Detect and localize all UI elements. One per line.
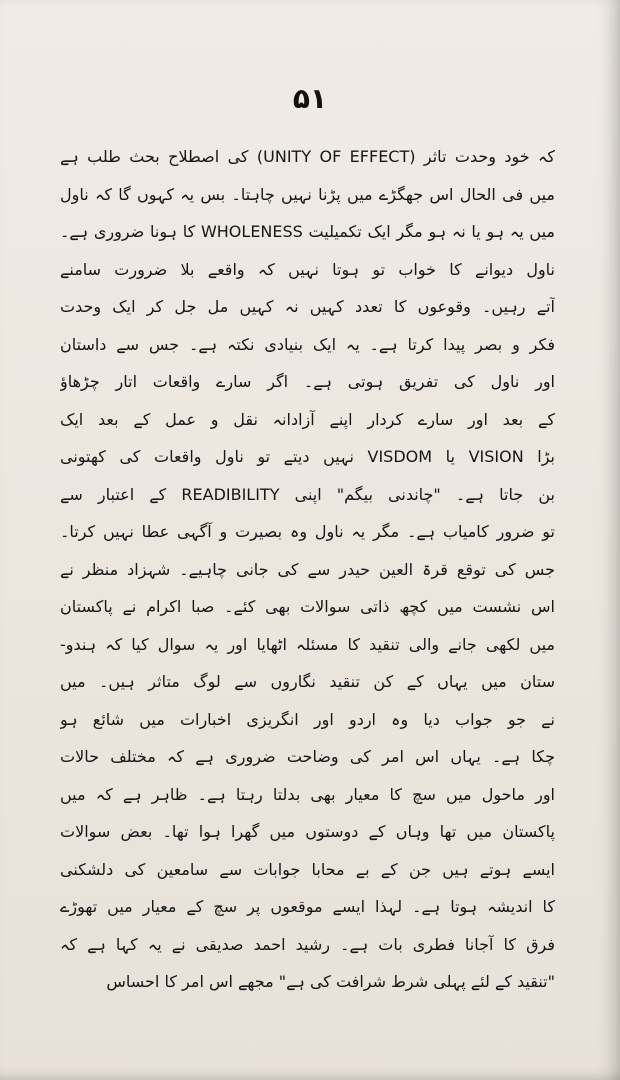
- text-line: اور ماحول میں سچ کا معیار بھی بدلتا رہتا ہے۔ ظاہر ہے کہ میں: [60, 784, 555, 804]
- text-line: فکر و بصر پیدا کرتا ہے۔ یہ ایک بنیادی نکتہ ہے۔ جس سے داستان: [60, 334, 555, 354]
- text-line: اور ناول کی تفریق ہوتی ہے۔ اگر سارے واقعات اتار چڑھاؤ: [60, 372, 555, 391]
- text-line: ناول دیوانے کا خواب تو ہوتا نہیں کہ واقعے بلا ضرورت سامنے: [60, 259, 555, 279]
- text-line: کے بعد اور سارے کردار اپنے آزادانہ نقل و عمل کے بعد ایک: [60, 409, 555, 429]
- text-line: اس نشست میں کچھ ذاتی سوالات بھی کئے۔ صبا اکرام نے پاکستان: [60, 597, 555, 616]
- text-line: آتے رہیں۔ وقوعوں کا تعدد کہیں نہ کہیں مل جل کر ایک وحدت: [60, 297, 555, 316]
- text-line: میں یہ ہو یا نہ ہو مگر ایک تکمیلیت WHOLENESS کا ہونا ضروری ہے۔: [60, 222, 555, 241]
- text-line: میں لکھی جانے والی تنقید کا مسئلہ اٹھایا اور یہ سوال کیا کہ ہندو-: [60, 634, 555, 654]
- text-line: ایسے ہوتے ہیں جن کے بے محابا جوابات سے سامعین کی دلشکنی: [60, 859, 555, 879]
- body-text: [60, 138, 555, 1001]
- text-line: "تنقید کے لئے پہلی شرط شرافت کی ہے" مجھے اس امر کا احساس: [106, 972, 555, 991]
- text-line: بڑا VISION یا VISDOM نہیں دیتے تو ناول واقعات کی کھتونی: [60, 447, 555, 466]
- text-line: تو ضرور کامیاب ہے۔ مگر یہ ناول وہ بصیرت و آگہی عطا نہیں کرتا۔: [60, 522, 555, 541]
- text-line: ستان میں یہاں کے کن تنقید نگاروں سے لوگ متاثر ہیں۔ میں: [60, 672, 555, 691]
- text-line: کہ خود وحدت تاثر (UNITY OF EFFECT) کی اصطلاح بحث طلب ہے: [60, 147, 555, 166]
- text-line: فرق کا آجانا فطری بات ہے۔ رشید احمد صدیقی نے یہ کہا ہے کہ: [60, 934, 555, 954]
- text-line: جس کی توقع قرۃ العین حیدر سے کی جانی چاہیے۔ شہزاد منظر نے: [60, 559, 555, 579]
- text-line: پاکستان میں تھا وہاں کے دوستوں میں گھرا ہوا تھا۔ بعض سوالات: [60, 822, 555, 841]
- text-line: بن جاتا ہے۔ "چاندنی بیگم" اپنی READIBILITY کے اعتبار سے: [60, 484, 555, 504]
- text-line: نے جو جواب دیا وہ اردو اور انگریزی اخبارات میں شائع ہو: [60, 709, 555, 729]
- text-line: کا اندیشہ ہوتا ہے۔ لہذا ایسے موقعوں پر سچ کے معیار میں تھوڑے: [60, 897, 555, 916]
- text-line: چکا ہے۔ یہاں اس امر کی وضاحت ضروری ہے کہ مختلف حالات: [60, 747, 555, 766]
- text-line: میں فی الحال اس جھگڑے میں پڑنا نہیں چاہتا۔ بس یہ کہوں گا کہ ناول: [60, 184, 555, 204]
- page-number: ۵۱: [292, 82, 328, 115]
